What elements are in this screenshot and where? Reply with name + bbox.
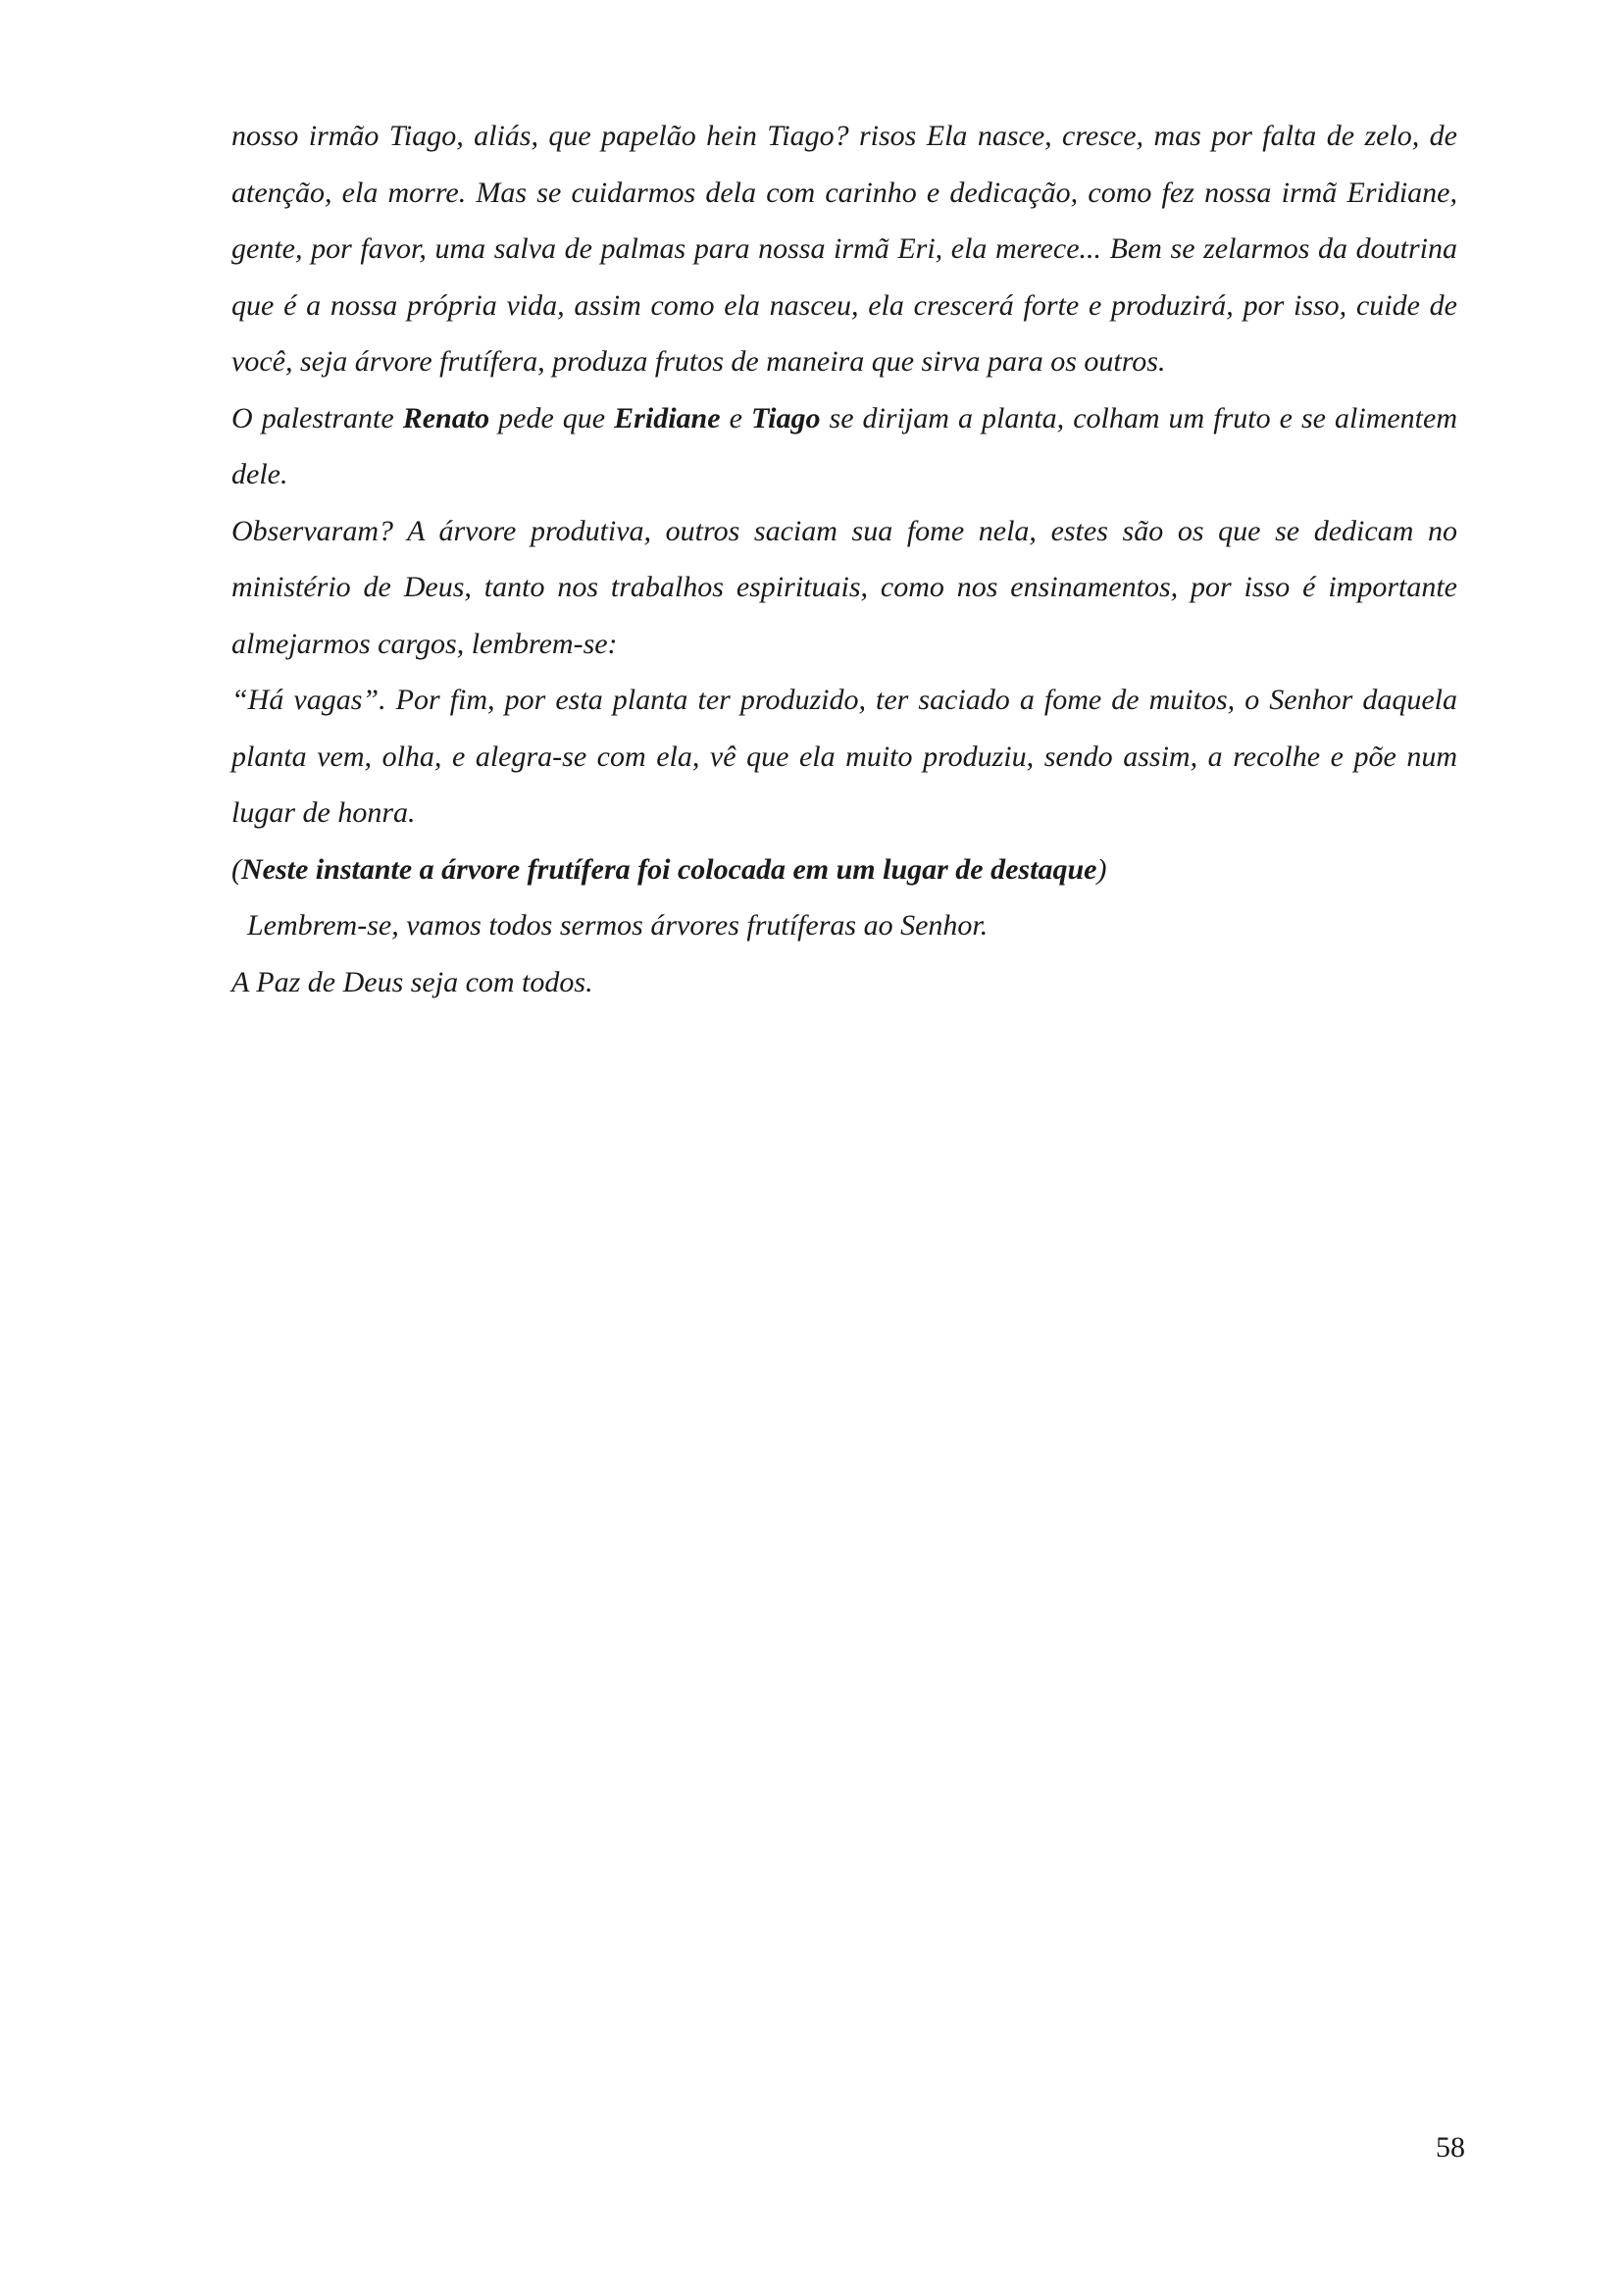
paren-open: ( (231, 852, 241, 886)
body-text (231, 108, 1457, 1010)
name-tiago: Tiago (750, 401, 821, 434)
paragraph-speaker-request (231, 390, 1457, 503)
name-eridiane: Eridiane (614, 401, 721, 434)
paragraph-closing: A Paz de Deus seja com todos. (231, 965, 593, 998)
paren-close: ) (1096, 852, 1107, 886)
paragraph-continuation: nosso irmão Tiago, aliás, que papelão hein Tiago? risos Ela nasce, cresce, mas por falta de zelo, de atenção, ela morre. Mas se cuidarmos dela com carinho e dedicação, como fez nossa irmã Eridiane, gente, por favor, uma salva de palmas para nossa irmã Eri, ela merece... Bem se zelarmos da doutrina que é a nossa própria vida, assim como ela nasceu, ela crescerá forte e produzirá, por isso, cuide de você, seja árvore frutífera, produza frutos de maneira que sirva para os outros. (231, 120, 1457, 378)
paragraph-lembrem-se: Lembrem-se, vamos todos sermos árvores frutíferas ao Senhor. (247, 909, 989, 942)
stage-direction (231, 841, 1457, 898)
name-renato: Renato (402, 401, 490, 434)
stage-direction-text: Neste instante a árvore frutífera foi colocada em um lugar de destaque (241, 852, 1097, 886)
text-run: pede que (489, 401, 615, 434)
paragraph-ha-vagas: “Há vagas”. Por fim, por esta planta ter produzido, ter saciado a fome de muitos, o Senhor daquela planta vem, olha, e alegra-se com ela, vê que ela muito produziu, sendo assim, a recolhe e põe num lugar de honra. (231, 684, 1457, 829)
text-run: O palestrante (231, 401, 403, 434)
text-run: e (720, 401, 751, 434)
page-number: 58 (1436, 2131, 1465, 2164)
text-run: se dirijam a planta, colham um fruto e se alimentem dele. (231, 401, 1457, 490)
paragraph-observaram: Observaram? A árvore produtiva, outros saciam sua fome nela, estes são os que se dedicam no ministério de Deus, tanto nos trabalhos espirituais, como nos ensinamentos, por isso é importante almejarmos cargos, lembrem-se: (231, 514, 1457, 660)
